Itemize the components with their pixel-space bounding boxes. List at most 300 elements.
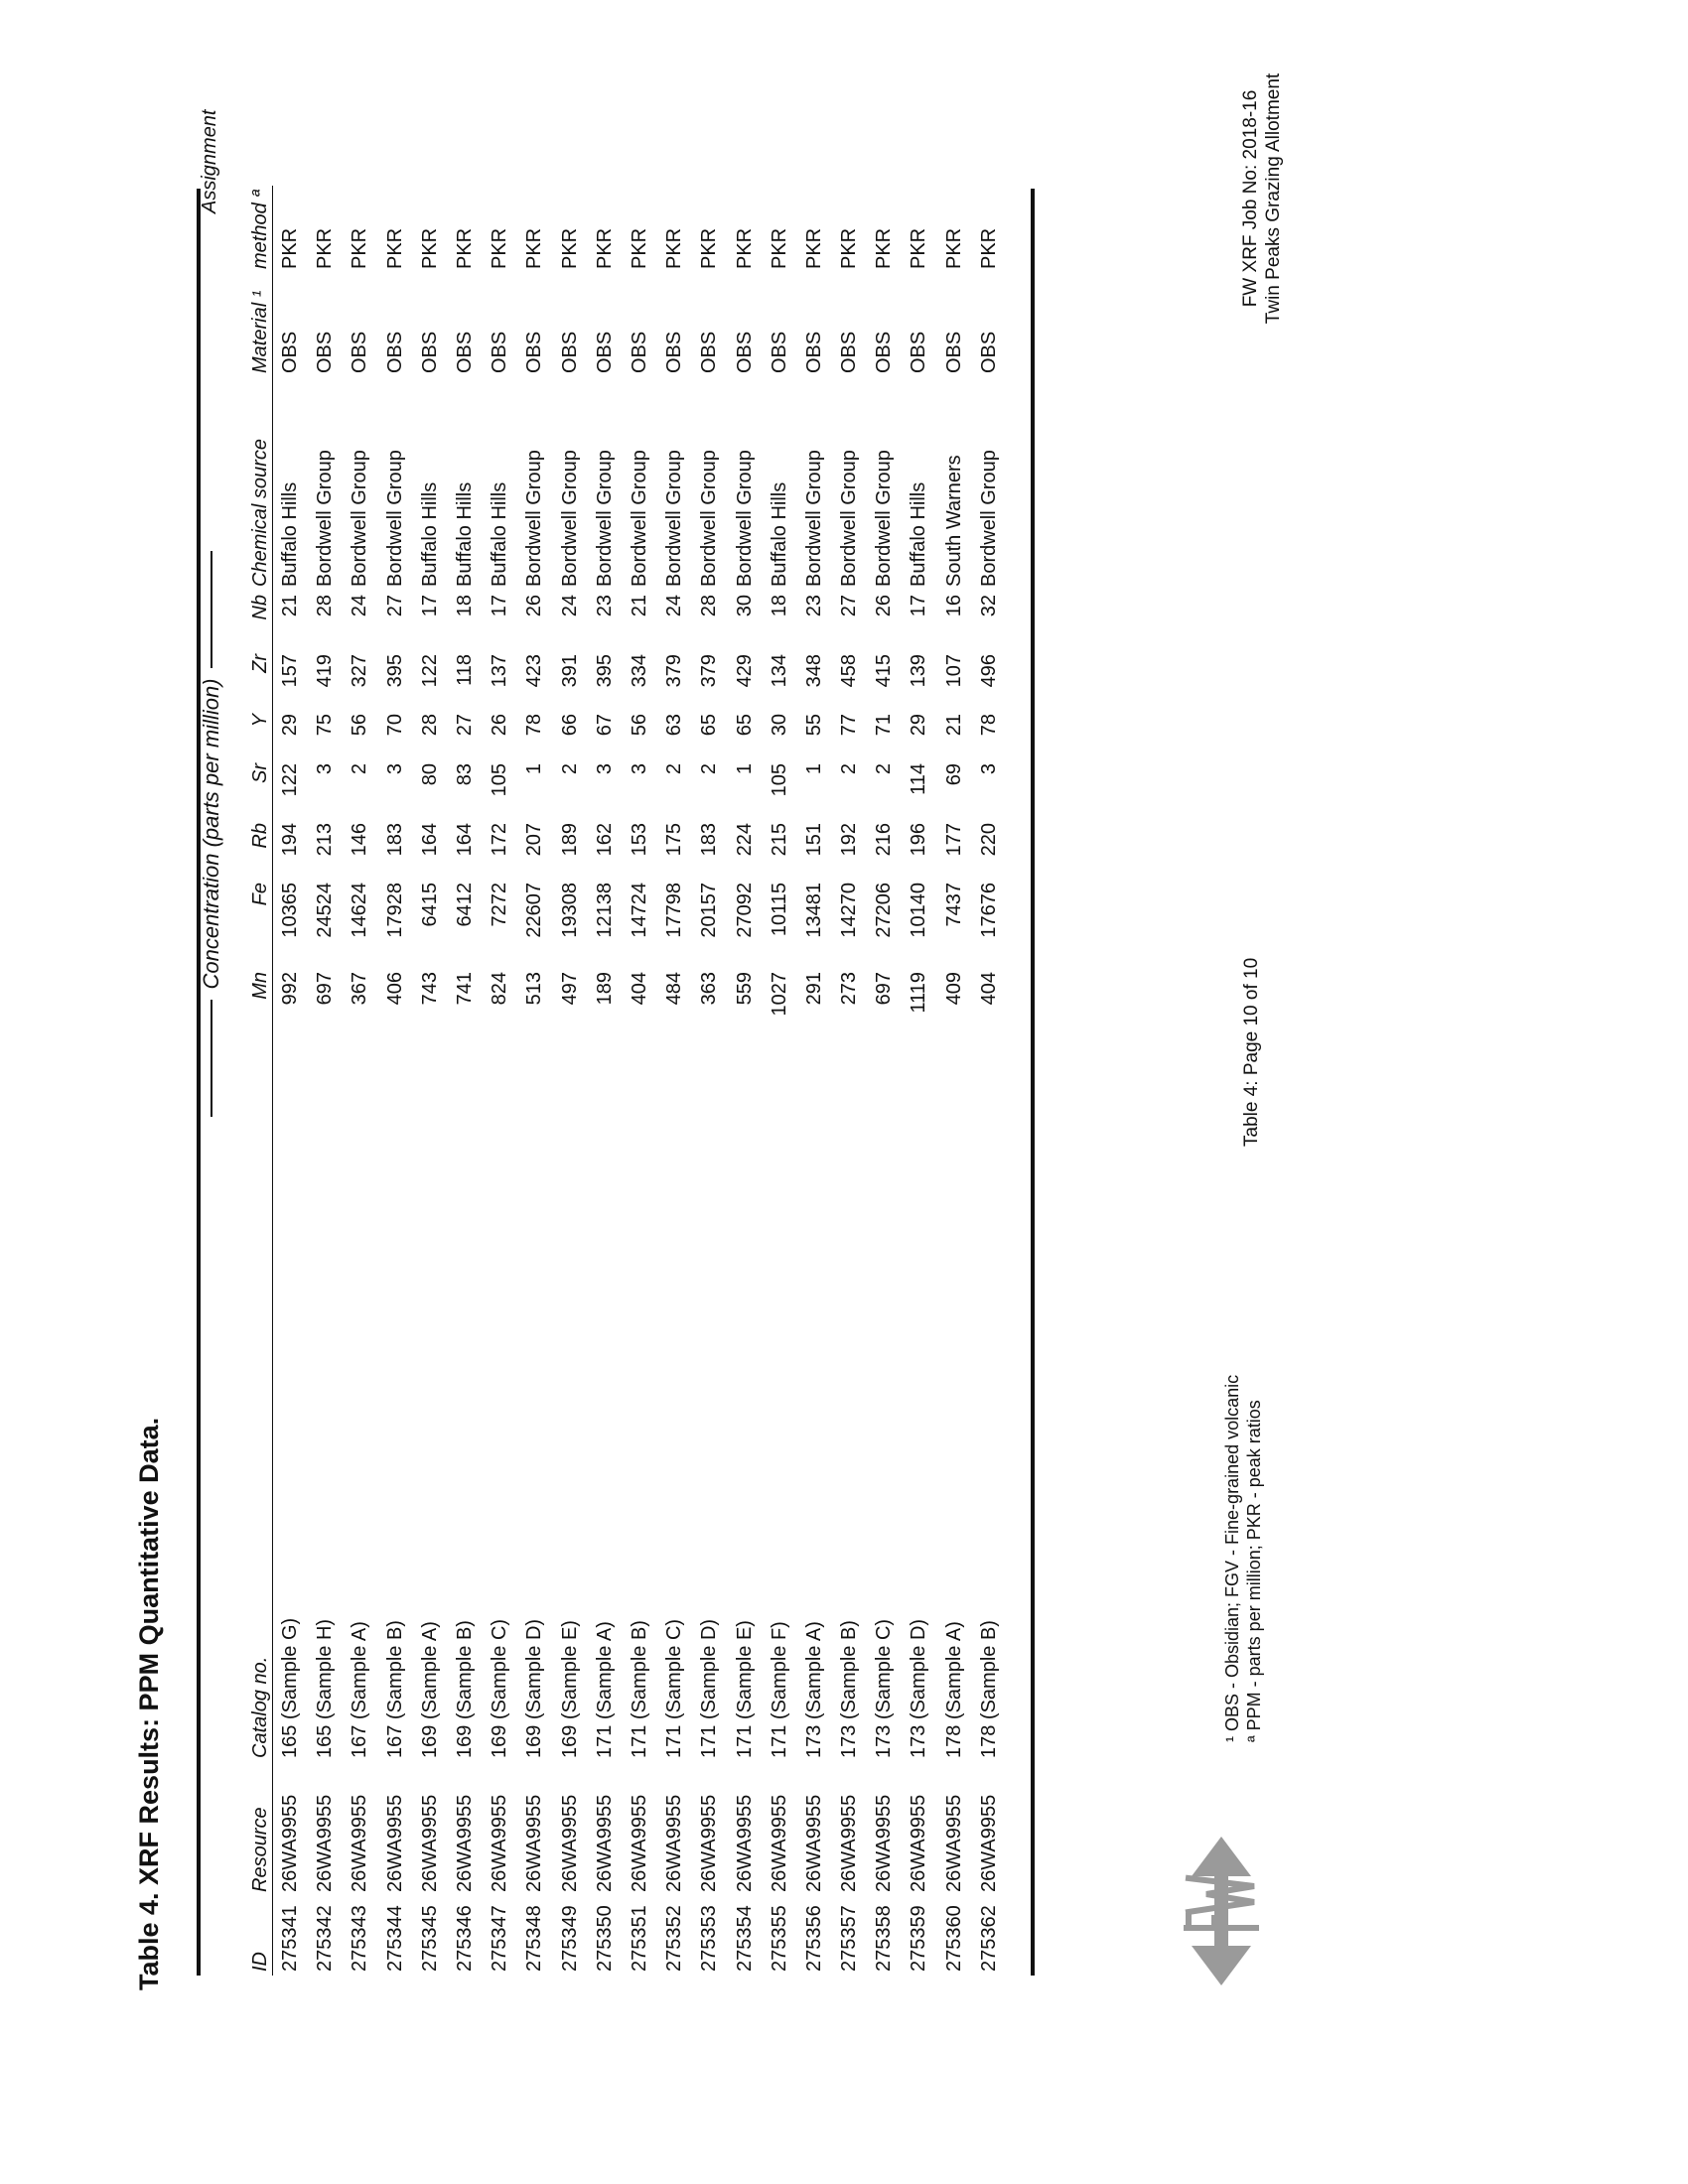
cell-y: 67 bbox=[593, 714, 616, 737]
cell-material: OBS bbox=[349, 331, 371, 373]
footnotes bbox=[1221, 1375, 1265, 1742]
cell-resource: 26WA9955 bbox=[279, 1794, 302, 1892]
cell-resource: 26WA9955 bbox=[663, 1794, 686, 1892]
cell-nb: 32 bbox=[977, 595, 1000, 617]
footnote-material: ¹ OBS - Obsidian; FGV - Fine-grained volcanic bbox=[1222, 1374, 1242, 1742]
cell-catalog: 178 (Sample A) bbox=[942, 1621, 965, 1758]
header-row bbox=[228, 186, 273, 1976]
cell-catalog: 167 (Sample B) bbox=[383, 1620, 406, 1758]
col-header-zr: Zr bbox=[228, 650, 273, 710]
col-header-catalog: Catalog no. bbox=[228, 1037, 273, 1762]
table-row bbox=[832, 186, 867, 1976]
cell-material: OBS bbox=[279, 331, 302, 373]
cell-sr: 1 bbox=[523, 763, 546, 775]
cell-source: Buffalo Hills bbox=[279, 481, 302, 587]
cell-y: 56 bbox=[349, 714, 371, 737]
cell-zr: 391 bbox=[558, 654, 581, 688]
cell-id: 275354 bbox=[733, 1905, 756, 1972]
cell-zr: 348 bbox=[802, 654, 825, 688]
cell-nb: 18 bbox=[768, 595, 790, 617]
cell-zr: 137 bbox=[489, 654, 511, 688]
table-row bbox=[657, 186, 692, 1976]
cell-y: 28 bbox=[418, 714, 441, 737]
cell-catalog: 173 (Sample D) bbox=[908, 1618, 930, 1758]
cell-id: 275350 bbox=[593, 1905, 616, 1972]
cell-source: Bordwell Group bbox=[977, 450, 1000, 587]
concentration-group-header bbox=[199, 551, 224, 1117]
cell-nb: 23 bbox=[802, 595, 825, 617]
cell-rb: 153 bbox=[628, 823, 650, 857]
cell-rb: 146 bbox=[349, 823, 371, 857]
fw-diamond-logo-icon bbox=[1167, 1837, 1276, 1985]
table-row bbox=[972, 186, 1007, 1976]
table-row bbox=[797, 186, 832, 1976]
cell-id: 275348 bbox=[523, 1905, 546, 1972]
cell-material: OBS bbox=[802, 331, 825, 373]
cell-id: 275359 bbox=[908, 1905, 930, 1972]
cell-id: 275362 bbox=[977, 1905, 1000, 1972]
cell-resource: 26WA9955 bbox=[802, 1794, 825, 1892]
cell-material: OBS bbox=[593, 331, 616, 373]
cell-catalog: 171 (Sample E) bbox=[733, 1620, 756, 1758]
cell-sr: 105 bbox=[489, 763, 511, 797]
cell-method: PKR bbox=[942, 227, 965, 269]
col-header-rb: Rb bbox=[228, 819, 273, 879]
cell-y: 29 bbox=[279, 714, 302, 737]
cell-y: 77 bbox=[838, 714, 861, 737]
cell-resource: 26WA9955 bbox=[454, 1794, 477, 1892]
cell-rb: 224 bbox=[733, 823, 756, 857]
cell-method: PKR bbox=[349, 227, 371, 269]
cell-method: PKR bbox=[523, 227, 546, 269]
cell-zr: 379 bbox=[663, 654, 686, 688]
cell-id: 275343 bbox=[349, 1905, 371, 1972]
cell-sr: 2 bbox=[663, 763, 686, 775]
cell-y: 78 bbox=[977, 714, 1000, 737]
cell-sr: 83 bbox=[454, 763, 477, 786]
job-number: FW XRF Job No: 2018-16 bbox=[1240, 89, 1261, 308]
cell-zr: 118 bbox=[454, 654, 477, 686]
cell-zr: 419 bbox=[314, 654, 337, 688]
cell-method: PKR bbox=[383, 227, 406, 269]
cell-method: PKR bbox=[593, 227, 616, 269]
cell-resource: 26WA9955 bbox=[314, 1794, 337, 1892]
cell-rb: 220 bbox=[977, 823, 1000, 857]
cell-mn: 484 bbox=[663, 972, 686, 1006]
cell-zr: 423 bbox=[523, 654, 546, 688]
cell-catalog: 171 (Sample A) bbox=[593, 1621, 616, 1758]
cell-sr: 3 bbox=[383, 763, 406, 775]
cell-sr: 3 bbox=[314, 763, 337, 775]
cell-fe: 22607 bbox=[523, 883, 546, 938]
cell-fe: 10115 bbox=[768, 883, 790, 937]
cell-sr: 2 bbox=[558, 763, 581, 775]
cell-resource: 26WA9955 bbox=[593, 1794, 616, 1892]
cell-y: 21 bbox=[942, 714, 965, 737]
cell-fe: 24524 bbox=[314, 883, 337, 938]
cell-method: PKR bbox=[558, 227, 581, 269]
cell-source: Bordwell Group bbox=[802, 450, 825, 587]
cell-source: Bordwell Group bbox=[558, 450, 581, 587]
cell-material: OBS bbox=[698, 331, 721, 373]
cell-y: 29 bbox=[908, 714, 930, 737]
cell-material: OBS bbox=[523, 331, 546, 373]
cell-catalog: 173 (Sample B) bbox=[838, 1620, 861, 1758]
xrf-data-table bbox=[228, 186, 1007, 1976]
cell-resource: 26WA9955 bbox=[768, 1794, 790, 1892]
cell-rb: 172 bbox=[489, 823, 511, 857]
table-row bbox=[623, 186, 657, 1976]
footnote-method: ª PPM - parts per million; PKR - peak ratios bbox=[1244, 1400, 1264, 1742]
cell-fe: 7437 bbox=[942, 883, 965, 927]
cell-mn: 697 bbox=[873, 972, 896, 1006]
cell-sr: 105 bbox=[768, 763, 790, 797]
cell-catalog: 171 (Sample C) bbox=[663, 1618, 686, 1758]
cell-nb: 28 bbox=[314, 595, 337, 617]
col-header-y: Y bbox=[228, 710, 273, 759]
cell-nb: 23 bbox=[593, 595, 616, 617]
cell-material: OBS bbox=[314, 331, 337, 373]
table-row bbox=[273, 186, 309, 1976]
group-line-left bbox=[211, 1000, 212, 1117]
cell-catalog: 165 (Sample G) bbox=[279, 1617, 302, 1758]
job-project: Twin Peaks Grazing Allotment bbox=[1263, 72, 1284, 325]
cell-rb: 207 bbox=[523, 823, 546, 857]
cell-catalog: 167 (Sample A) bbox=[349, 1621, 371, 1758]
cell-zr: 496 bbox=[977, 654, 1000, 688]
cell-resource: 26WA9955 bbox=[838, 1794, 861, 1892]
cell-fe: 27092 bbox=[733, 883, 756, 938]
cell-sr: 3 bbox=[977, 763, 1000, 775]
assignment-header-top: Assignment bbox=[199, 109, 220, 213]
cell-nb: 30 bbox=[733, 595, 756, 617]
table-bottom-rule bbox=[1031, 189, 1035, 1976]
cell-mn: 1119 bbox=[908, 972, 930, 1014]
cell-fe: 12138 bbox=[593, 883, 616, 938]
cell-nb: 28 bbox=[698, 595, 721, 617]
cell-nb: 26 bbox=[873, 595, 896, 617]
cell-zr: 327 bbox=[349, 654, 371, 688]
cell-nb: 17 bbox=[489, 595, 511, 617]
cell-mn: 513 bbox=[523, 972, 546, 1006]
cell-source: Bordwell Group bbox=[523, 450, 546, 587]
cell-method: PKR bbox=[873, 227, 896, 269]
cell-method: PKR bbox=[418, 227, 441, 269]
cell-y: 70 bbox=[383, 714, 406, 737]
cell-material: OBS bbox=[942, 331, 965, 373]
cell-fe: 6412 bbox=[454, 883, 477, 927]
cell-rb: 175 bbox=[663, 823, 686, 857]
cell-mn: 291 bbox=[802, 972, 825, 1006]
cell-rb: 183 bbox=[698, 823, 721, 857]
table-row bbox=[517, 186, 552, 1976]
cell-source: Bordwell Group bbox=[733, 450, 756, 587]
page-label: Table 4: Page 10 of 10 bbox=[1241, 957, 1262, 1147]
cell-material: OBS bbox=[628, 331, 650, 373]
cell-source: Bordwell Group bbox=[349, 450, 371, 587]
cell-y: 55 bbox=[802, 714, 825, 737]
cell-id: 275345 bbox=[418, 1905, 441, 1972]
cell-sr: 2 bbox=[349, 763, 371, 775]
cell-resource: 26WA9955 bbox=[418, 1794, 441, 1892]
cell-rb: 189 bbox=[558, 823, 581, 857]
group-header-text: Concentration (parts per million) bbox=[199, 678, 223, 990]
cell-nb: 27 bbox=[383, 595, 406, 617]
cell-resource: 26WA9955 bbox=[733, 1794, 756, 1892]
table-row bbox=[343, 186, 377, 1976]
cell-method: PKR bbox=[733, 227, 756, 269]
cell-nb: 26 bbox=[523, 595, 546, 617]
cell-method: PKR bbox=[628, 227, 650, 269]
cell-rb: 196 bbox=[908, 823, 930, 857]
cell-y: 27 bbox=[454, 714, 477, 737]
cell-resource: 26WA9955 bbox=[977, 1794, 1000, 1892]
cell-resource: 26WA9955 bbox=[628, 1794, 650, 1892]
cell-sr: 3 bbox=[628, 763, 650, 775]
cell-mn: 189 bbox=[593, 972, 616, 1006]
cell-mn: 404 bbox=[628, 972, 650, 1006]
cell-source: South Warners bbox=[942, 455, 965, 587]
table-row bbox=[308, 186, 343, 1976]
cell-catalog: 165 (Sample H) bbox=[314, 1618, 337, 1758]
cell-id: 275344 bbox=[383, 1905, 406, 1972]
cell-catalog: 169 (Sample C) bbox=[489, 1618, 511, 1758]
cell-nb: 21 bbox=[279, 595, 302, 617]
cell-zr: 379 bbox=[698, 654, 721, 688]
cell-mn: 363 bbox=[698, 972, 721, 1006]
cell-catalog: 173 (Sample A) bbox=[802, 1621, 825, 1758]
cell-id: 275341 bbox=[279, 1905, 302, 1972]
cell-id: 275358 bbox=[873, 1905, 896, 1972]
cell-mn: 743 bbox=[418, 972, 441, 1006]
cell-nb: 27 bbox=[838, 595, 861, 617]
cell-resource: 26WA9955 bbox=[383, 1794, 406, 1892]
cell-resource: 26WA9955 bbox=[489, 1794, 511, 1892]
table-row bbox=[727, 186, 762, 1976]
cell-mn: 367 bbox=[349, 972, 371, 1006]
table-row bbox=[448, 186, 483, 1976]
cell-nb: 18 bbox=[454, 595, 477, 617]
cell-fe: 10140 bbox=[908, 883, 930, 938]
cell-y: 71 bbox=[873, 714, 896, 737]
cell-zr: 122 bbox=[418, 654, 441, 688]
cell-source: Buffalo Hills bbox=[768, 481, 790, 587]
col-header-nb: Nb bbox=[228, 591, 273, 650]
cell-id: 275357 bbox=[838, 1905, 861, 1972]
col-header-method: method ª bbox=[228, 186, 273, 273]
cell-mn: 992 bbox=[279, 972, 302, 1006]
cell-catalog: 169 (Sample D) bbox=[523, 1618, 546, 1758]
cell-mn: 1027 bbox=[768, 972, 790, 1017]
cell-mn: 406 bbox=[383, 972, 406, 1006]
col-header-fe: Fe bbox=[228, 879, 273, 968]
cell-rb: 162 bbox=[593, 823, 616, 857]
cell-mn: 741 bbox=[454, 972, 477, 1006]
cell-fe: 17928 bbox=[383, 883, 406, 938]
cell-sr: 122 bbox=[279, 763, 302, 797]
cell-nb: 17 bbox=[418, 595, 441, 617]
table-body bbox=[273, 186, 1007, 1976]
cell-y: 75 bbox=[314, 714, 337, 737]
cell-fe: 14270 bbox=[838, 883, 861, 938]
cell-sr: 80 bbox=[418, 763, 441, 786]
cell-mn: 559 bbox=[733, 972, 756, 1006]
cell-y: 63 bbox=[663, 714, 686, 737]
cell-method: PKR bbox=[698, 227, 721, 269]
cell-source: Bordwell Group bbox=[873, 450, 896, 587]
cell-nb: 17 bbox=[908, 595, 930, 617]
cell-material: OBS bbox=[418, 331, 441, 373]
cell-material: OBS bbox=[838, 331, 861, 373]
cell-sr: 1 bbox=[802, 763, 825, 775]
col-header-id: ID bbox=[228, 1896, 273, 1976]
cell-zr: 139 bbox=[908, 654, 930, 688]
cell-material: OBS bbox=[977, 331, 1000, 373]
cell-fe: 14724 bbox=[628, 883, 650, 938]
cell-method: PKR bbox=[489, 227, 511, 269]
cell-catalog: 173 (Sample C) bbox=[873, 1618, 896, 1758]
cell-id: 275360 bbox=[942, 1905, 965, 1972]
cell-rb: 183 bbox=[383, 823, 406, 857]
cell-source: Buffalo Hills bbox=[908, 481, 930, 587]
cell-material: OBS bbox=[663, 331, 686, 373]
cell-fe: 13481 bbox=[802, 883, 825, 938]
cell-y: 26 bbox=[489, 714, 511, 737]
cell-y: 30 bbox=[768, 714, 790, 737]
cell-source: Bordwell Group bbox=[314, 450, 337, 587]
group-line-right bbox=[211, 551, 212, 668]
cell-fe: 10365 bbox=[279, 883, 302, 938]
table-row bbox=[902, 186, 936, 1976]
cell-method: PKR bbox=[977, 227, 1000, 269]
cell-source: Buffalo Hills bbox=[454, 481, 477, 587]
cell-catalog: 169 (Sample A) bbox=[418, 1621, 441, 1758]
cell-catalog: 171 (Sample D) bbox=[698, 1618, 721, 1758]
cell-source: Bordwell Group bbox=[628, 450, 650, 587]
cell-zr: 134 bbox=[768, 654, 790, 688]
cell-id: 275342 bbox=[314, 1905, 337, 1972]
cell-resource: 26WA9955 bbox=[942, 1794, 965, 1892]
cell-fe: 20157 bbox=[698, 883, 721, 938]
cell-resource: 26WA9955 bbox=[558, 1794, 581, 1892]
cell-nb: 16 bbox=[942, 595, 965, 617]
cell-resource: 26WA9955 bbox=[873, 1794, 896, 1892]
cell-rb: 164 bbox=[454, 823, 477, 857]
cell-rb: 216 bbox=[873, 823, 896, 857]
cell-zr: 395 bbox=[593, 654, 616, 688]
job-info bbox=[1239, 0, 1285, 447]
table-row bbox=[937, 186, 972, 1976]
cell-zr: 395 bbox=[383, 654, 406, 688]
cell-material: OBS bbox=[558, 331, 581, 373]
cell-source: Bordwell Group bbox=[838, 450, 861, 587]
cell-zr: 415 bbox=[873, 654, 896, 688]
cell-mn: 697 bbox=[314, 972, 337, 1006]
cell-id: 275351 bbox=[628, 1905, 650, 1972]
cell-id: 275356 bbox=[802, 1905, 825, 1972]
table-row bbox=[553, 186, 588, 1976]
cell-nb: 24 bbox=[349, 595, 371, 617]
col-header-mn: Mn bbox=[228, 968, 273, 1037]
table-row bbox=[378, 186, 413, 1976]
cell-mn: 824 bbox=[489, 972, 511, 1006]
cell-catalog: 178 (Sample B) bbox=[977, 1620, 1000, 1758]
table-row bbox=[588, 186, 623, 1976]
cell-nb: 24 bbox=[558, 595, 581, 617]
cell-y: 78 bbox=[523, 714, 546, 737]
cell-y: 66 bbox=[558, 714, 581, 737]
cell-zr: 157 bbox=[279, 654, 302, 688]
cell-sr: 114 bbox=[908, 763, 930, 795]
cell-resource: 26WA9955 bbox=[698, 1794, 721, 1892]
col-header-resource: Resource bbox=[228, 1762, 273, 1896]
cell-source: Bordwell Group bbox=[663, 450, 686, 587]
cell-material: OBS bbox=[489, 331, 511, 373]
cell-nb: 21 bbox=[628, 595, 650, 617]
cell-id: 275349 bbox=[558, 1905, 581, 1972]
col-header-material: Material ¹ bbox=[228, 273, 273, 377]
cell-rb: 164 bbox=[418, 823, 441, 857]
cell-method: PKR bbox=[279, 227, 302, 269]
cell-material: OBS bbox=[733, 331, 756, 373]
cell-source: Bordwell Group bbox=[698, 450, 721, 587]
cell-rb: 194 bbox=[279, 823, 302, 857]
cell-zr: 334 bbox=[628, 654, 650, 688]
cell-method: PKR bbox=[768, 227, 790, 269]
cell-method: PKR bbox=[314, 227, 337, 269]
table-row bbox=[483, 186, 517, 1976]
cell-sr: 69 bbox=[942, 763, 965, 786]
cell-rb: 213 bbox=[314, 823, 337, 857]
cell-rb: 151 bbox=[802, 823, 825, 857]
cell-zr: 107 bbox=[942, 654, 965, 688]
cell-fe: 27206 bbox=[873, 883, 896, 938]
cell-fe: 6415 bbox=[418, 883, 441, 927]
cell-source: Bordwell Group bbox=[593, 450, 616, 587]
cell-resource: 26WA9955 bbox=[523, 1794, 546, 1892]
cell-method: PKR bbox=[454, 227, 477, 269]
cell-source: Buffalo Hills bbox=[489, 481, 511, 587]
cell-mn: 273 bbox=[838, 972, 861, 1006]
cell-catalog: 169 (Sample B) bbox=[454, 1620, 477, 1758]
cell-id: 275353 bbox=[698, 1905, 721, 1972]
cell-method: PKR bbox=[802, 227, 825, 269]
cell-sr: 2 bbox=[698, 763, 721, 775]
cell-method: PKR bbox=[908, 227, 930, 269]
cell-rb: 192 bbox=[838, 823, 861, 857]
cell-id: 275352 bbox=[663, 1905, 686, 1972]
cell-catalog: 171 (Sample F) bbox=[768, 1621, 790, 1758]
cell-catalog: 171 (Sample B) bbox=[628, 1620, 650, 1758]
cell-mn: 409 bbox=[942, 972, 965, 1006]
cell-method: PKR bbox=[663, 227, 686, 269]
cell-fe: 14624 bbox=[349, 883, 371, 938]
cell-catalog: 169 (Sample E) bbox=[558, 1620, 581, 1758]
cell-fe: 19308 bbox=[558, 883, 581, 938]
table-row bbox=[692, 186, 727, 1976]
cell-zr: 458 bbox=[838, 654, 861, 688]
cell-resource: 26WA9955 bbox=[908, 1794, 930, 1892]
cell-mn: 404 bbox=[977, 972, 1000, 1006]
cell-sr: 2 bbox=[838, 763, 861, 775]
cell-resource: 26WA9955 bbox=[349, 1794, 371, 1892]
table-row bbox=[867, 186, 902, 1976]
cell-material: OBS bbox=[383, 331, 406, 373]
cell-nb: 24 bbox=[663, 595, 686, 617]
cell-material: OBS bbox=[768, 331, 790, 373]
cell-sr: 1 bbox=[733, 763, 756, 775]
table-row bbox=[413, 186, 448, 1976]
